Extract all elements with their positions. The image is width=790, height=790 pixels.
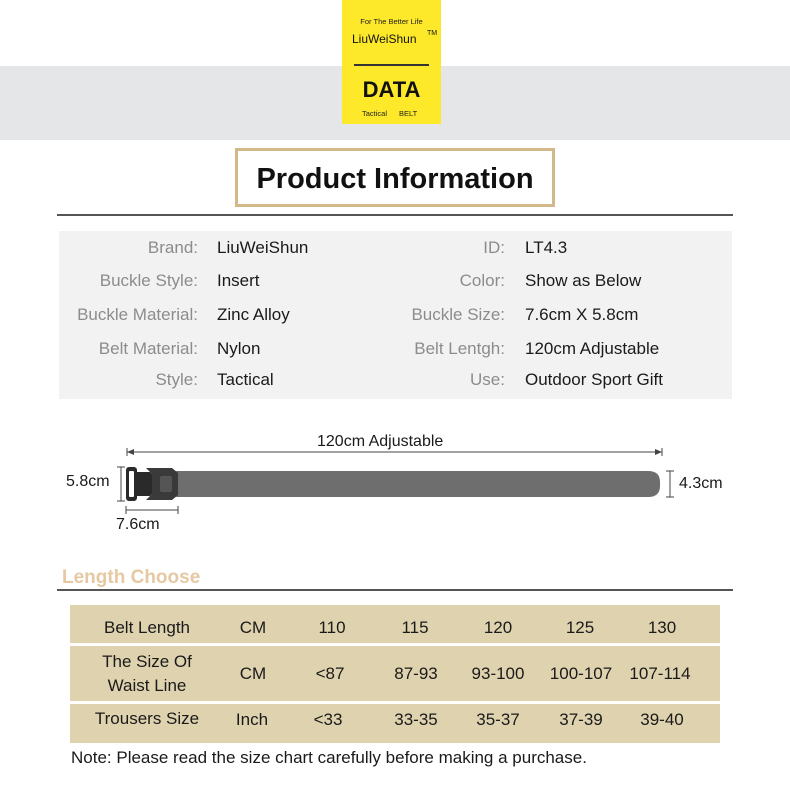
logo-tagline: For The Better Life: [360, 17, 423, 26]
spec-label-color: Color:: [459, 271, 505, 290]
buckle-height-label: 5.8cm: [66, 473, 110, 490]
section-divider: [57, 214, 733, 216]
logo-sub-right: BELT: [399, 109, 418, 118]
table-divider: [70, 701, 720, 704]
row-unit-belt-length: CM: [239, 618, 267, 637]
table-cell: 130: [647, 618, 677, 637]
length-arrow-right: [655, 449, 662, 455]
spec-value-buckle-size: 7.6cm X 5.8cm: [525, 305, 639, 324]
spec-value-use: Outdoor Sport Gift: [525, 370, 663, 389]
spec-label-id: ID:: [483, 238, 505, 257]
table-cell: 115: [401, 618, 429, 637]
buckle-width-label: 7.6cm: [116, 516, 160, 533]
spec-value-color: Show as Below: [525, 271, 642, 290]
row-unit-trousers: Inch: [235, 710, 269, 729]
size-table: [70, 605, 720, 743]
table-cell: <33: [313, 710, 343, 729]
section-title: Product Information: [256, 163, 534, 195]
row-label-waist: The Size Of Waist Line: [102, 652, 192, 695]
purchase-note: Note: Please read the size chart carefully before making a purchase.: [71, 748, 587, 767]
spec-label-buckle-style: Buckle Style:: [99, 271, 198, 290]
row-label-belt-length: Belt Length: [103, 618, 191, 637]
table-cell: 87-93: [394, 664, 438, 683]
belt-length-label: 120cm Adjustable: [317, 433, 444, 450]
length-choose-title: Length Choose: [62, 567, 201, 588]
table-cell: 39-40: [640, 710, 684, 729]
buckle-icon: [126, 467, 178, 501]
logo-sub-left: Tactical: [362, 109, 388, 118]
spec-value-belt-material: Nylon: [217, 339, 261, 358]
spec-value-belt-length: 120cm Adjustable: [525, 339, 660, 358]
table-cell: 35-37: [476, 710, 520, 729]
brand-logo: [342, 0, 441, 124]
table-cell: 33-35: [394, 710, 438, 729]
table-cell: 125: [565, 618, 595, 637]
row-unit-waist: CM: [239, 664, 267, 683]
logo-divider: [354, 64, 429, 66]
spec-value-id: LT4.3: [525, 238, 568, 257]
belt-diagram: [0, 420, 790, 540]
spec-label-brand: Brand:: [147, 238, 198, 257]
table-cell: 37-39: [559, 710, 603, 729]
length-arrow-left: [127, 449, 134, 455]
row-label-trousers: Trousers Size: [94, 709, 200, 728]
table-divider: [70, 643, 720, 646]
table-cell: 100-107: [549, 664, 613, 683]
table-cell: 110: [318, 618, 346, 637]
spec-value-buckle-material: Zinc Alloy: [217, 305, 290, 324]
section-title-box: [235, 148, 555, 207]
strap-width-label: 4.3cm: [679, 475, 723, 492]
logo-brand: LiuWeiShun: [352, 32, 417, 46]
length-choose-divider: [57, 589, 733, 591]
table-cell: <87: [315, 664, 345, 683]
spec-label-use: Use:: [470, 370, 505, 389]
spec-value-buckle-style: Insert: [217, 271, 260, 290]
spec-label-belt-length: Belt Lentgh:: [414, 339, 505, 358]
belt-strap: [168, 471, 660, 497]
spec-label-style: Style:: [155, 370, 198, 389]
table-cell: 120: [483, 618, 513, 637]
logo-trademark: TM: [427, 30, 438, 37]
table-cell: 107-114: [629, 664, 691, 683]
spec-value-brand: LiuWeiShun: [217, 238, 309, 257]
logo-title: DATA: [362, 77, 421, 102]
spec-label-buckle-size: Buckle Size:: [411, 305, 505, 324]
spec-value-style: Tactical: [217, 370, 274, 389]
spec-label-belt-material: Belt Material:: [98, 339, 198, 358]
spec-label-buckle-material: Buckle Material:: [77, 305, 198, 324]
table-cell: 93-100: [471, 664, 525, 683]
